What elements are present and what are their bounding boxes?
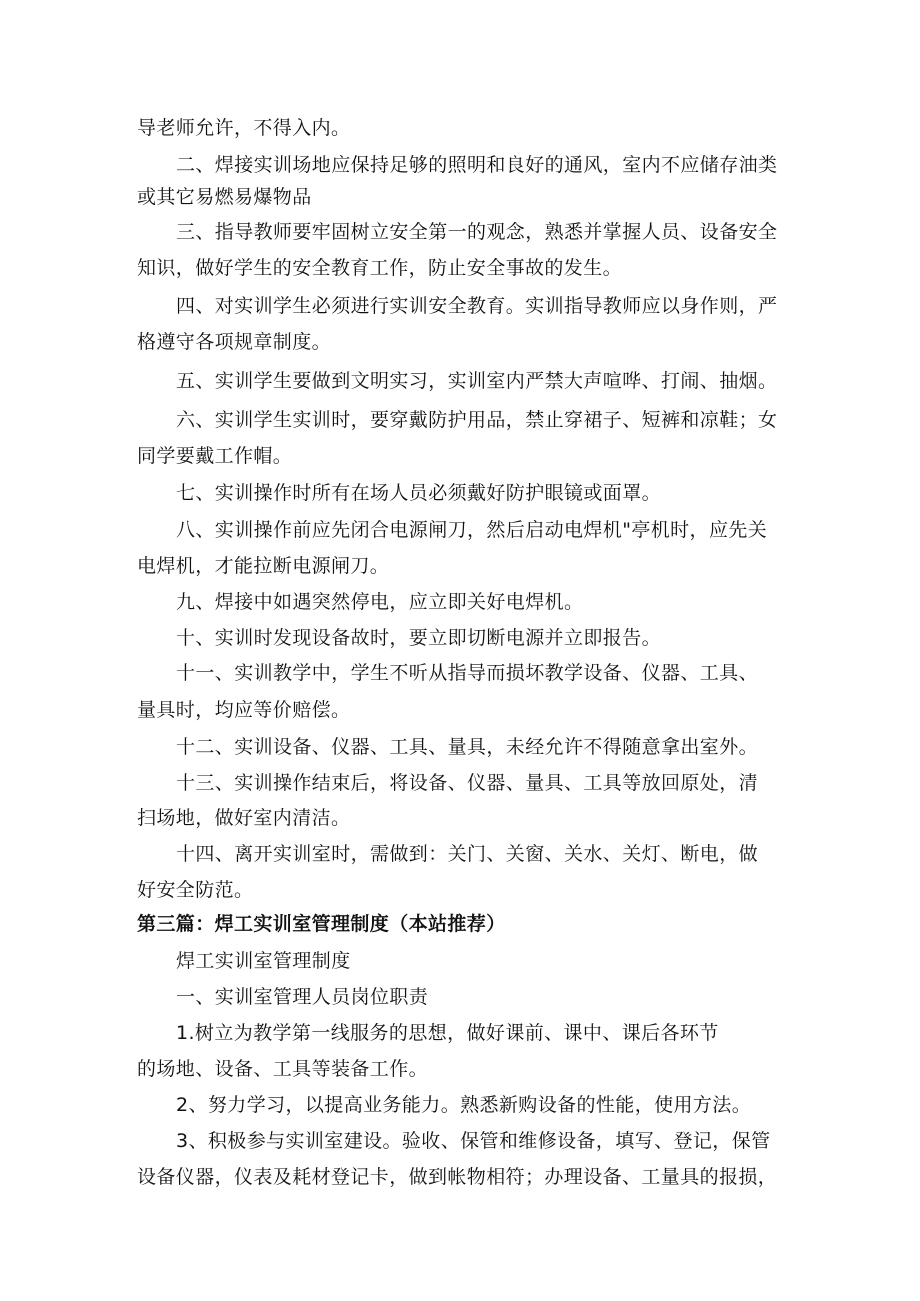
text-line: 3、积极参与实训室建设。验收、保管和维修设备，填写、登记，保管 (176, 1130, 771, 1152)
text-line: 十一、实训教学中，学生不听从指导而损坏教学设备、仪器、工具、 (176, 662, 759, 684)
text-line: 五、实训学生要做到文明实习，实训室内严禁大声喧哗、打闹、抽烟。 (176, 370, 778, 392)
text-line: 量具时，均应等价赔偿。 (137, 699, 351, 721)
section-heading: 第三篇：焊工实训室管理制度（本站推荐） (137, 913, 506, 935)
text-line: 1.树立为教学第一线服务的思想，做好课前、课中、课后各环节 (176, 1022, 719, 1044)
text-line: 的场地、设备、工具等装备工作。 (137, 1058, 429, 1080)
text-line: 十二、实训设备、仪器、工具、量具，未经允许不得随意拿出室外。 (176, 736, 759, 758)
text-line: 扫场地，做好室内清洁。 (137, 807, 351, 829)
text-line: 焊工实训室管理制度 (176, 950, 351, 972)
text-line: 十三、实训操作结束后，将设备、仪器、量具、工具等放回原处，清 (176, 772, 759, 794)
text-line: 导老师允许，不得入内。 (137, 117, 351, 139)
text-line: 或其它易燃易爆物品 (137, 186, 312, 208)
text-line: 知识，做好学生的安全教育工作，防止安全事故的发生。 (137, 257, 623, 279)
text-line: 设备仪器，仪表及耗材登记卡，做到帐物相符；办理设备、工量具的报损， (137, 1166, 778, 1188)
text-line: 四、对实训学生必须进行实训安全教育。实训指导教师应以身作则，严 (176, 295, 778, 317)
text-line: 一、实训室管理人员岗位职责 (176, 986, 429, 1008)
text-line: 十、实训时发现设备故时，要立即切断电源并立即报告。 (176, 627, 662, 649)
text-line: 三、指导教师要牢固树立安全第一的观念，熟悉并掌握人员、设备安全 (176, 221, 778, 243)
text-line: 2、努力学习，以提高业务能力。熟悉新购设备的性能，使用方法。 (176, 1094, 752, 1116)
text-line: 电焊机，才能拉断电源闸刀。 (137, 555, 390, 577)
text-line: 好安全防范。 (137, 879, 254, 901)
text-line: 同学要戴工作帽。 (137, 445, 293, 467)
text-line: 十四、离开实训室时，需做到：关门、关窗、关水、关灯、断电，做 (176, 843, 759, 865)
text-line: 六、实训学生实训时，要穿戴防护用品，禁止穿裙子、短裤和凉鞋；女 (176, 409, 778, 431)
text-line: 八、实训操作前应先闭合电源闸刀，然后启动电焊机"亭机时，应先关 (176, 519, 768, 541)
text-line: 九、焊接中如遇突然停电，应立即关好电焊机。 (176, 591, 584, 613)
text-line: 二、焊接实训场地应保持足够的照明和良好的通风，室内不应储存油类 (176, 154, 778, 176)
text-line: 格遵守各项规章制度。 (137, 331, 332, 353)
text-line: 七、实训操作时所有在场人员必须戴好防护眼镜或面罩。 (176, 482, 662, 504)
